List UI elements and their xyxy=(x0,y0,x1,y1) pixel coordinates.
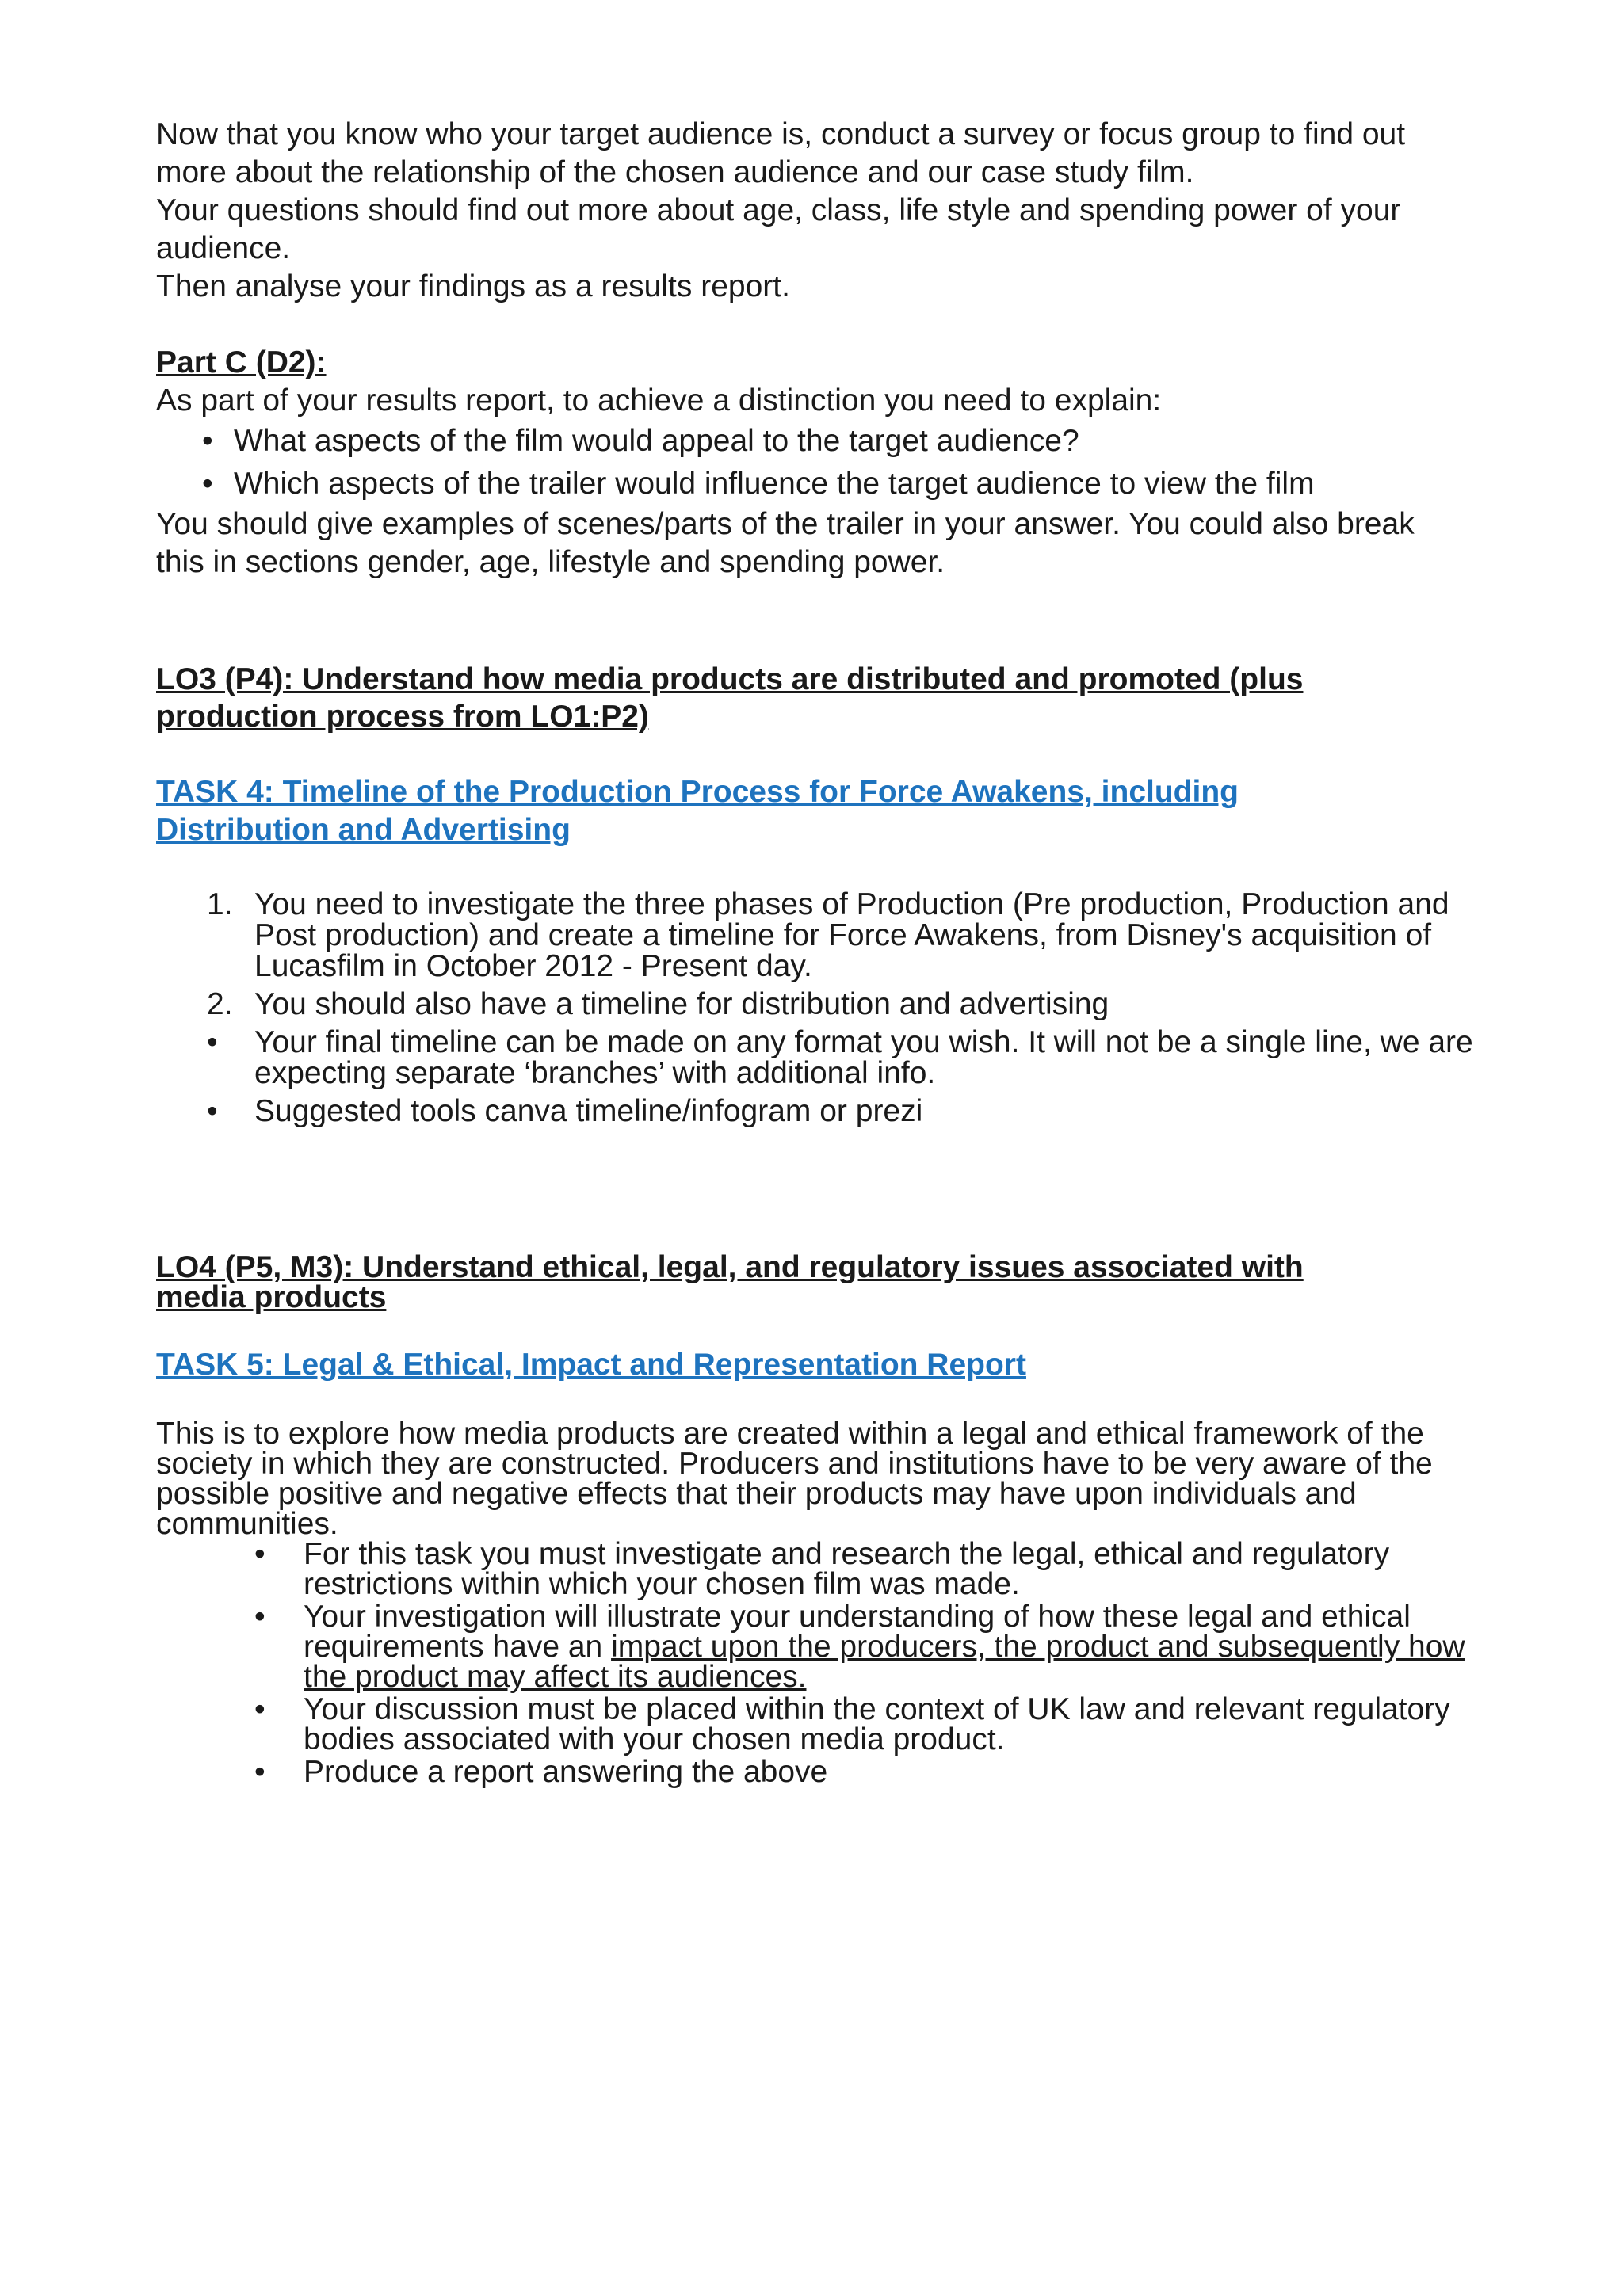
part-c-section xyxy=(156,344,1487,582)
list-item xyxy=(207,889,1487,982)
spacer xyxy=(156,1134,1487,1253)
lo3-section xyxy=(156,661,1487,1127)
bullet-icon: • xyxy=(207,1025,218,1059)
task-5-heading[interactable]: TASK 5: Legal & Ethical, Impact and Representation Report xyxy=(156,1348,1026,1382)
intro-line-3: Then analyse your findings as a results report. xyxy=(156,269,790,303)
list-marker: 2. xyxy=(207,987,233,1021)
document-content xyxy=(156,116,1487,1790)
list-item-text: Which aspects of the trailer would influence the target audience to view the film xyxy=(234,467,1315,501)
part-c-intro: As part of your results report, to achieve a distinction you need to explain: xyxy=(156,383,1162,418)
list-item-text: What aspects of the film would appeal to the target audience? xyxy=(234,424,1079,458)
list-item-text: Your discussion must be placed within the context of UK law and relevant regulatory bodies associated with your chosen media product. xyxy=(304,1692,1450,1756)
bullet-icon: • xyxy=(207,1094,218,1128)
bullet-icon: • xyxy=(202,424,213,458)
list-item xyxy=(207,1096,1487,1127)
task-4-heading[interactable]: TASK 4: Timeline of the Production Process for Force Awakens, including Distribution and Advertising xyxy=(156,775,1239,847)
list-item-underlined-text: impact upon the producers, the product and subsequently how the product may affect its audiences. xyxy=(304,1630,1465,1694)
list-item-text: Produce a report answering the above xyxy=(304,1755,828,1789)
list-item xyxy=(254,1539,1487,1600)
spacer xyxy=(156,735,1487,773)
bullet-icon: • xyxy=(254,1692,265,1726)
spacer xyxy=(156,582,1487,661)
list-item-text: Your final timeline can be made on any format you wish. It will not be a single line, we are expecting separate ‘branches’ with additional info. xyxy=(254,1025,1473,1090)
intro-section xyxy=(156,116,1487,306)
intro-line-1: Now that you know who your target audience is, conduct a survey or focus group to find out more about the relationship of the chosen audience and our case study film. xyxy=(156,117,1406,189)
list-item xyxy=(254,1692,1487,1756)
list-item xyxy=(207,989,1487,1020)
bullet-icon: • xyxy=(254,1755,265,1789)
intro-line-2: Your questions should find out more about age, class, life style and spending power of your audience. xyxy=(156,193,1401,265)
list-item xyxy=(202,420,1487,463)
spacer xyxy=(156,849,1487,889)
list-item xyxy=(254,1602,1487,1692)
part-c-bullet-list xyxy=(156,420,1487,505)
spacer xyxy=(156,306,1487,344)
lo4-heading: LO4 (P5, M3): Understand ethical, legal, and regulatory issues associated with media products xyxy=(156,1250,1304,1314)
task-5-list xyxy=(156,1539,1487,1787)
task-5-intro: This is to explore how media products are created within a legal and ethical framework of the society in which they are constructed. Producers and institutions have to be very aware of the possible positive and negative effects that their products may have upon individuals and communities. xyxy=(156,1417,1433,1541)
list-item-text: Your investigation will illustrate your understanding of how these legal and ethical requirements have an xyxy=(304,1600,1411,1664)
list-item-text: You should also have a timeline for distribution and advertising xyxy=(254,987,1109,1021)
list-item-text: You need to investigate the three phases of Production (Pre production, Production and Post production) and create a timeline for Force Awakens, from Disney's acquisition of Lucasfilm in October 2012 - Present day. xyxy=(254,887,1449,983)
spacer xyxy=(156,1313,1487,1346)
lo4-section xyxy=(156,1250,1487,1789)
bullet-icon: • xyxy=(202,467,213,501)
list-marker: 1. xyxy=(207,887,233,921)
list-item-text: Suggested tools canva timeline/infogram or prezi xyxy=(254,1094,923,1128)
list-item-text: For this task you must investigate and research the legal, ethical and regulatory restrictions within which your chosen film was made. xyxy=(304,1537,1390,1601)
spacer xyxy=(156,1384,1487,1419)
bullet-icon: • xyxy=(254,1600,265,1634)
list-item xyxy=(202,463,1487,505)
list-item xyxy=(207,1027,1487,1089)
part-c-heading: Part C (D2): xyxy=(156,345,327,379)
bullet-icon: • xyxy=(254,1537,265,1571)
lo3-heading: LO3 (P4): Understand how media products are distributed and promoted (plus production process from LO1:P2) xyxy=(156,662,1304,734)
task-4-list xyxy=(156,889,1487,1127)
part-c-outro: You should give examples of scenes/parts of the trailer in your answer. You could also break this in sections gender, age, lifestyle and spending power. xyxy=(156,507,1415,579)
list-item xyxy=(254,1757,1487,1787)
